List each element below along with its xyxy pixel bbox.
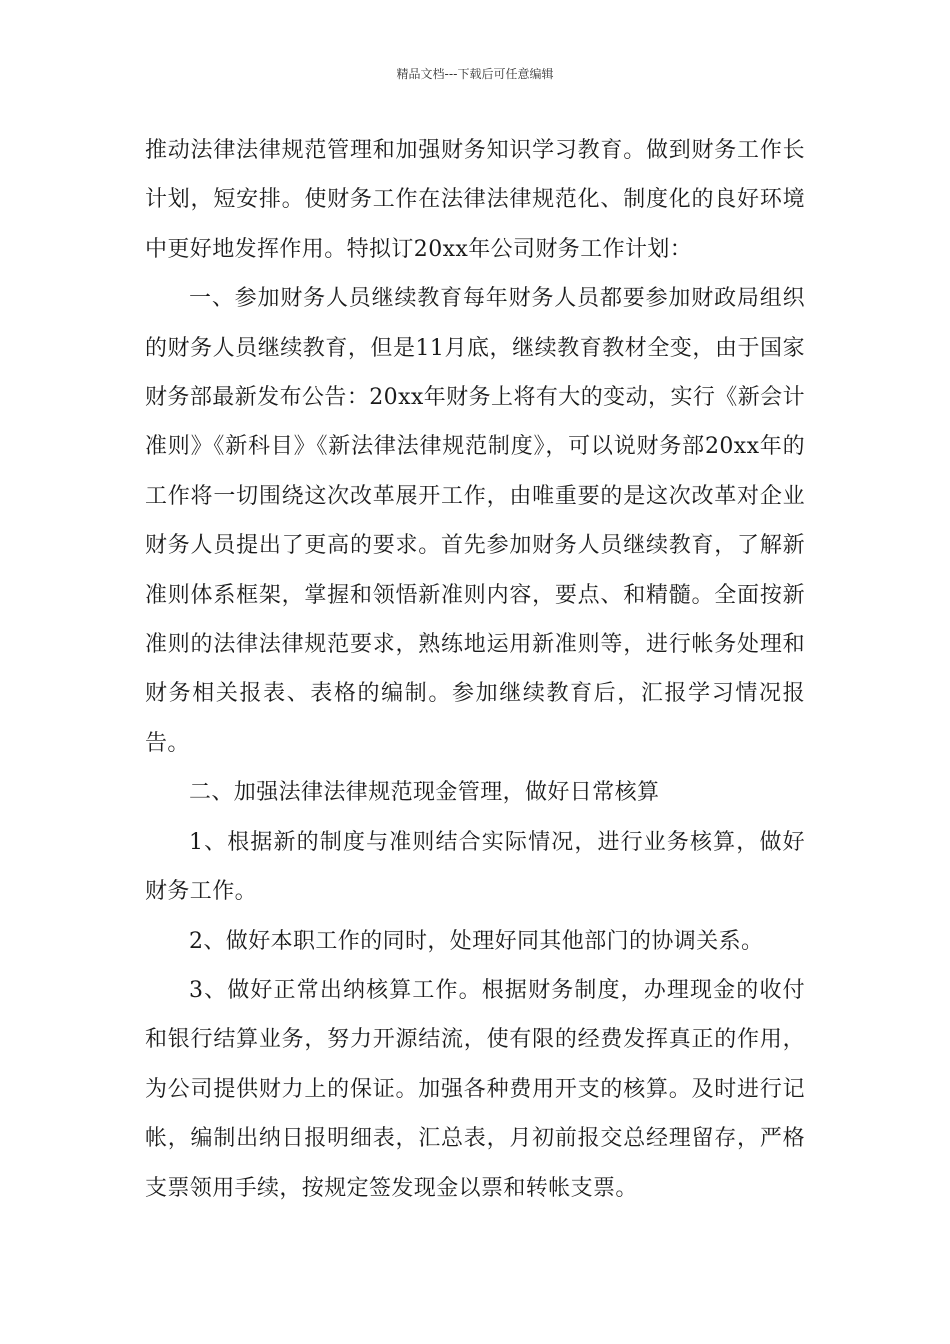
- page-header: 精品文档---下载后可任意编辑: [396, 67, 554, 81]
- paragraph-section-1: 一、参加财务人员继续教育每年财务人员都要参加财政局组织的财务人员继续教育，但是11月底，继续教育教材全变，由于国家财务部最新发布公告：20xx年财务上将有大的变动，实行《新会计准则》《新科目》《新法律法律规范制度》，可以说财务部20xx年的工作将一切围绕这次改革展开工作，由唯重要的是这次改革对企业财务人员提出了更高的要求。首先参加财务人员继续教育，了解新准则体系框架，掌握和领悟新准则内容，要点、和精髓。全面按新准则的法律法律规范要求，熟练地运用新准则等，进行帐务处理和财务相关报表、表格的编制。参加继续教育后，汇报学习情况报告。: [145, 286, 805, 756]
- paragraph-intro: 推动法律法律规范管理和加强财务知识学习教育。做到财务工作长计划，短安排。使财务工作在法律法律规范化、制度化的良好环境中更好地发挥作用。特拟订20xx年公司财务工作计划：: [145, 138, 805, 262]
- paragraph-section-2-heading: 二、加强法律法律规范现金管理，做好日常核算: [189, 780, 660, 806]
- paragraph-item-2: 2、做好本职工作的同时，处理好同其他部门的协调关系。: [189, 928, 764, 954]
- paragraph-item-1: 1、根据新的制度与准则结合实际情况，进行业务核算，做好财务工作。: [145, 829, 805, 905]
- document-body: [145, 126, 805, 1213]
- paragraph-item-3: 3、做好正常出纳核算工作。根据财务制度，办理现金的收付和银行结算业务，努力开源结流，使有限的经费发挥真正的作用，为公司提供财力上的保证。加强各种费用开支的核算。及时进行记帐，编制出纳日报明细表，汇总表，月初前报交总经理留存，严格支票领用手续，按规定签发现金以票和转帐支票。: [145, 977, 805, 1201]
